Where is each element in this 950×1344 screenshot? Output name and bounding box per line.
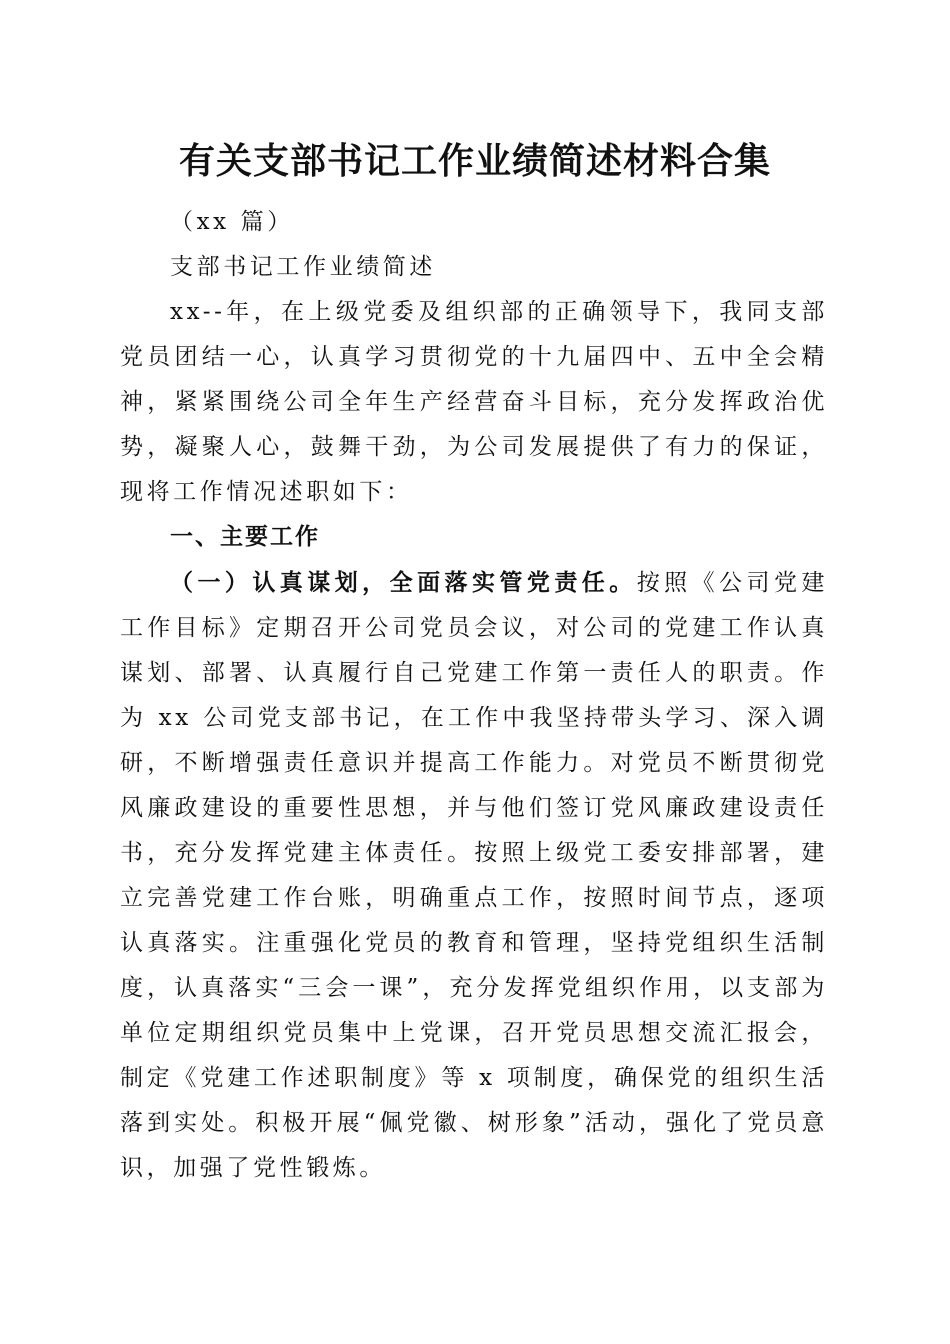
document-body xyxy=(120,200,828,1191)
article-count-note: （xx 篇） xyxy=(170,209,294,235)
document-title: 有关支部书记工作业绩简述材料合集 xyxy=(178,140,771,182)
paragraph-body: 按照《公司党建工作目标》定期召开公司党员会议，对公司的党建工作认真谋划、部署、认真履行自己党建工作第一责任人的职责。作为 xx 公司党支部书记，在工作中我坚持带头学习、深入调研，不断增强责任意识并提高工作能力。对党员不断贯彻党风廉政建设的重要性思想，并与他们签订党风廉政建设责任书，充分发挥党建主体责任。按照上级党工委安排部署，建立完善党建工作台账，明确重点工作，按照时间节点，逐项认真落实。注重强化党员的教育和管理，坚持党组织生活制度，认真落实“三会一课”，充分发挥党组织作用，以支部为单位定期组织党员集中上党课，召开党员思想交流汇报会，制定《党建工作述职制度》等 x 项制度，确保党的组织生活落到实处。积极开展“佩党徽、树形象”活动，强化了党员意识，加强了党性锻炼。 xyxy=(120,570,828,1181)
paragraph-lead: （一）认真谋划，全面落实管党责任。 xyxy=(170,569,637,596)
section-heading-main-work: 一、主要工作 xyxy=(170,524,320,550)
article-heading: 支部书记工作业绩简述 xyxy=(170,254,436,280)
section-paragraph-1 xyxy=(120,560,828,1191)
intro-paragraph: xx--年，在上级党委及组织部的正确领导下，我同支部党员团结一心，认真学习贯彻党的十九届四中、五中全会精神，紧紧围绕公司全年生产经营奋斗目标，充分发挥政治优势，凝聚人心，鼓舞干劲，为公司发展提供了有力的保证，现将工作情况述职如下： xyxy=(120,299,828,505)
